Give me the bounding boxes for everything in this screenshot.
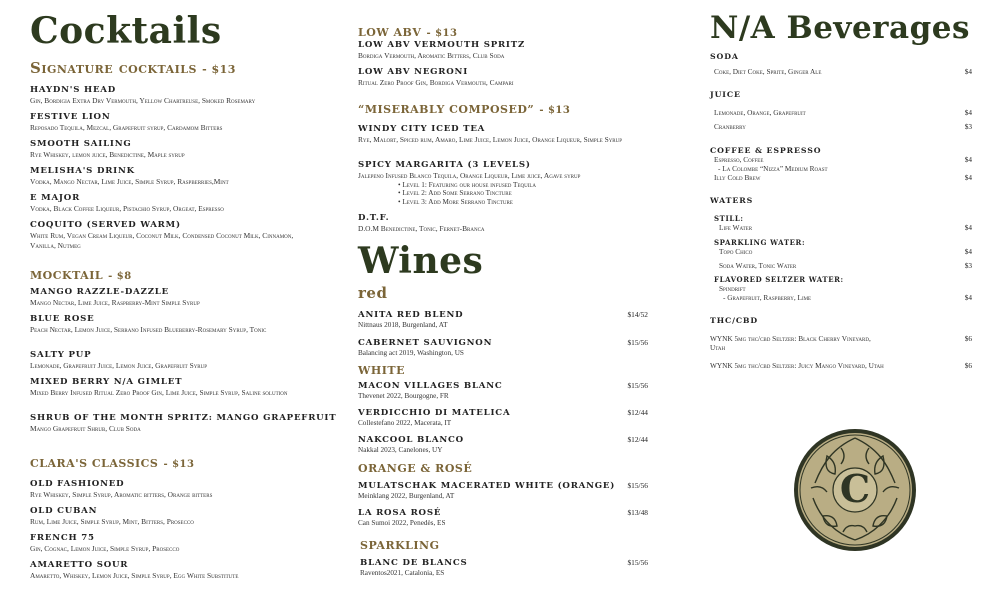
- item-name: AMARETTO SOUR: [30, 560, 129, 570]
- item-desc: Mango Grapefruit Shrub, Club Soda: [30, 424, 141, 433]
- item-desc: Balancing act 2019, Washington, US: [358, 349, 464, 357]
- item-name: ANITA RED BLEND: [358, 310, 464, 320]
- item-desc: Nittnaus 2018, Burgenland, AT: [358, 321, 448, 329]
- classics-heading-text: CLARA'S CLASSICS: [30, 457, 159, 470]
- item-price: $15/56: [627, 558, 648, 567]
- waters-heading: WATERS: [710, 196, 754, 205]
- item-price: $12/44: [627, 408, 648, 417]
- low-abv-heading-text: LOW ABV: [358, 26, 422, 39]
- item-name: OLD FASHIONED: [30, 479, 125, 489]
- na-label: Life Water: [719, 223, 753, 232]
- na-price: $4: [964, 223, 972, 232]
- menu-item: [30, 413, 337, 434]
- item-name: MACON VILLAGES BLANC: [358, 381, 503, 391]
- item-desc: Nakkal 2023, Canelones, UY: [358, 446, 443, 454]
- wine-item: [358, 408, 648, 427]
- item-desc: Raventos2021, Catalonia, ES: [360, 569, 445, 577]
- item-desc: Gin, Bordigia Extra Dry Vermouth, Yellow Chartreuse, Smoked Rosemary: [30, 96, 256, 105]
- item-desc: Rye, Malort, Spiced rum, Amaro, Lime Juice, Lemon Juice, Orange Liqueur, Simple Syrup: [358, 135, 623, 144]
- item-desc: Vodka, Mango Nectar, Lime Juice, Simple Syrup, Raspberries,Mint: [30, 177, 229, 186]
- menu-item: [30, 139, 320, 160]
- red-heading: red: [358, 284, 388, 302]
- wine-item: [358, 381, 648, 400]
- menu-item: [30, 350, 320, 371]
- na-price: $3: [964, 261, 972, 270]
- item-desc: D.O.M Benedictine, Tonic, Fernet-Branca: [358, 224, 485, 233]
- na-price: $4: [964, 293, 972, 302]
- item-name: E MAJOR: [30, 193, 81, 203]
- item-price: $15/56: [627, 481, 648, 490]
- wine-item: [360, 558, 648, 577]
- cocktails-title: Cocktails: [30, 10, 222, 52]
- na-row: [719, 223, 972, 232]
- na-row: [714, 122, 972, 131]
- brand-logo: [793, 428, 917, 552]
- item-name: CABERNET SAUVIGNON: [358, 338, 493, 348]
- miserably-price: - $13: [539, 105, 571, 116]
- mocktail-price: - $8: [108, 271, 132, 282]
- signature-price: - $13: [202, 63, 236, 76]
- item-name: NAKCOOL BLANCO: [358, 435, 464, 445]
- menu-item: [358, 160, 648, 206]
- item-name: BLANC DE BLANCS: [360, 558, 468, 568]
- low-abv-price: - $13: [426, 28, 458, 39]
- item-name: MULATSCHAK MACERATED WHITE (ORANGE): [358, 481, 616, 491]
- juice-heading: JUICE: [710, 90, 741, 99]
- na-label: Soda Water, Tonic Water: [719, 261, 797, 270]
- wines-title: Wines: [358, 240, 484, 282]
- menu-item: [358, 124, 648, 145]
- na-price: $4: [964, 67, 972, 76]
- sparkling-heading: SPARKLING: [360, 539, 440, 552]
- na-price: $6: [964, 334, 972, 343]
- flavored-label: FLAVORED SELTZER WATER:: [714, 275, 844, 284]
- item-name: MELISHA'S DRINK: [30, 166, 135, 176]
- item-desc: Jalepeno Infused Blanco Tequila, Orange Liqueur, Lime juice, Agave syrup: [358, 171, 581, 180]
- na-row: [718, 164, 972, 173]
- item-name: OLD CUBAN: [30, 506, 98, 516]
- item-name: VERDICCHIO DI MATELICA: [358, 408, 511, 418]
- flavored-label-row: [714, 275, 972, 284]
- menu-item: [30, 193, 320, 214]
- na-label: - Grapefruit, Raspberry, Lime: [723, 293, 812, 302]
- item-desc: Meinklang 2022, Burgenland, AT: [358, 492, 455, 500]
- item-desc: Rye Whiskey, lemon juice, Benedictine, Maple syrup: [30, 150, 185, 159]
- na-row: [710, 361, 972, 370]
- classics-heading: [30, 452, 194, 471]
- item-name: FRENCH 75: [30, 533, 95, 543]
- menu-item: [30, 533, 320, 554]
- level-line: • Level 3: Add More Serrano Tincture: [398, 197, 513, 206]
- menu-item: [30, 479, 320, 500]
- na-label: Illy Cold Brew: [714, 173, 761, 182]
- item-desc: Ritual Zero Proof Gin, Bordiga Vermouth, Campari: [358, 78, 514, 87]
- item-desc: Gin, Cognac, Lemon Juice, Simple Syrup, Prosecco: [30, 544, 180, 553]
- item-desc: Can Sumoi 2022, Penedès, ES: [358, 519, 446, 527]
- wine-item: [358, 481, 648, 500]
- item-desc: Peach Nectar, Lemon Juice, Serrano Infused Blueberry-Rosemary Syrup, Tonic: [30, 325, 267, 334]
- na-label: - La Colombe “Nizza” Medium Roast: [718, 164, 828, 173]
- menu-item: [30, 560, 320, 581]
- na-label: Coke, Diet Coke, Sprite, Ginger Ale: [714, 67, 822, 76]
- miserably-heading-text: “MISERABLY COMPOSED”: [358, 103, 535, 116]
- item-name: FESTIVE LION: [30, 112, 111, 122]
- wine-item: [358, 338, 648, 357]
- item-desc: Collestefano 2022, Macerata, IT: [358, 419, 452, 427]
- item-name: BLUE ROSE: [30, 314, 95, 324]
- item-desc: Rye Whiskey, Simple Syrup, Aromatic bitters, Orange bitters: [30, 490, 213, 499]
- na-row: [714, 173, 972, 182]
- na-price: $4: [964, 247, 972, 256]
- item-desc: Vodka, Black Coffee Liqueur, Pistachio Syrup, Orgeat, Espresso: [30, 204, 224, 213]
- menu-item: [30, 314, 320, 335]
- menu-item: [30, 166, 320, 187]
- orange-heading: ORANGE & ROSÉ: [358, 462, 473, 475]
- signature-heading-text: Signature cocktails: [30, 59, 197, 77]
- item-name: LOW ABV NEGRONI: [358, 67, 469, 77]
- level-line: • Level 2: Add Some Serrano Tincture: [398, 189, 512, 198]
- item-name: SPICY MARGARITA (3 LEVELS): [358, 160, 531, 170]
- menu-item: [30, 112, 320, 133]
- menu-item: [30, 85, 320, 106]
- wine-item: [358, 508, 648, 527]
- item-desc: Reposado Tequila, Mezcal, Grapefruit syrup, Cardamom Bitters: [30, 123, 223, 132]
- wine-item: [358, 310, 648, 329]
- item-name: SALTY PUP: [30, 350, 92, 360]
- sparkling-label: SPARKLING WATER:: [714, 238, 806, 247]
- item-desc: Lemonade, Grapefruit Juice, Lemon Juice, Grapefruit Syrup: [30, 361, 208, 370]
- menu-item: [30, 220, 320, 250]
- na-row: [719, 247, 972, 256]
- thc-heading: THC/CBD: [710, 316, 759, 325]
- item-price: $14/52: [627, 310, 648, 319]
- na-row: [719, 261, 972, 270]
- menu-item: [358, 213, 648, 234]
- na-title: N/A Beverages: [710, 10, 970, 46]
- still-label: STILL:: [714, 214, 744, 223]
- item-desc: Mango Nectar, Lime Juice, Raspberry-Mint Simple Syrup: [30, 298, 200, 307]
- na-row: [723, 293, 972, 302]
- item-price: $15/56: [627, 381, 648, 390]
- na-label: WYNK 5mg thc/cbd Seltzer: Juicy Mango Vineyard, Utah: [710, 361, 884, 370]
- item-name: COQUITO (SERVED WARM): [30, 220, 181, 230]
- classics-price: - $13: [163, 459, 195, 470]
- na-price: $3: [964, 122, 972, 131]
- na-price: $6: [964, 361, 972, 370]
- item-price: $13/48: [627, 508, 648, 517]
- item-name: LA ROSA ROSÉ: [358, 508, 442, 518]
- item-name: D.T.F.: [358, 213, 390, 223]
- item-name: MANGO RAZZLE-DAZZLE: [30, 287, 169, 297]
- item-price: $12/44: [627, 435, 648, 444]
- low-abv-heading: [358, 21, 457, 40]
- white-heading: WHITE: [358, 364, 405, 377]
- menu-item: [30, 506, 320, 527]
- item-desc: Rum, Lime Juice, Simple Syrup, Mint, Bitters, Prosecco: [30, 517, 194, 526]
- na-row: [710, 334, 972, 352]
- na-label: Espresso, Coffee: [714, 155, 764, 164]
- wine-item: [358, 435, 648, 454]
- item-price: $15/56: [627, 338, 648, 347]
- mocktail-heading: [30, 264, 132, 283]
- item-name: WINDY CITY ICED TEA: [358, 124, 486, 134]
- na-price: $4: [964, 173, 972, 182]
- item-desc: Amaretto, Whiskey, Lemon Juice, Simple Syrup, Egg White Substitute: [30, 571, 239, 580]
- item-name: LOW ABV VERMOUTH SPRITZ: [358, 40, 526, 50]
- menu-item: [30, 287, 320, 308]
- menu-item: [358, 67, 648, 88]
- coffee-heading: COFFEE & ESPRESSO: [710, 146, 822, 155]
- item-name: SHRUB OF THE MONTH SPRITZ: MANGO GRAPEFRUIT: [30, 413, 337, 423]
- na-row: [719, 284, 972, 293]
- menu-item: [358, 40, 648, 61]
- menu-item: [30, 377, 320, 398]
- na-row: [714, 67, 972, 76]
- signature-heading: [30, 58, 236, 77]
- level-line: • Level 1: Featuring our house infused Tequila: [398, 180, 537, 189]
- na-label: Spindrift: [719, 284, 746, 293]
- miserably-heading: [358, 98, 570, 117]
- still-label-row: [714, 214, 972, 223]
- na-label: Cranberry: [714, 122, 746, 131]
- item-desc: Thevenet 2022, Bourgogne, FR: [358, 392, 449, 400]
- item-name: HAYDN'S HEAD: [30, 85, 117, 95]
- na-row: [714, 108, 972, 117]
- item-desc: Bordiga Vermouth, Aromatic Bitters, Club Soda: [358, 51, 505, 60]
- item-name: MIXED BERRY N/A GIMLET: [30, 377, 183, 387]
- mocktail-heading-text: MOCKTAIL: [30, 269, 104, 282]
- na-label: WYNK 5mg thc/cbd Seltzer: Black Cherry Vineyard, Utah: [710, 334, 871, 352]
- na-price: $4: [964, 155, 972, 164]
- na-row: [714, 155, 972, 164]
- soda-heading: SODA: [710, 52, 739, 61]
- item-desc: White Rum, Vegan Cream Liqueur, Coconut Milk, Condensed Coconut Milk, Cinnamon, Vanilla, Nutmeg: [30, 231, 294, 250]
- na-price: $4: [964, 108, 972, 117]
- na-label: Topo Chico: [719, 247, 753, 256]
- item-desc: Mixed Berry Infused Ritual Zero Proof Gin, Lime Juice, Simple Syrup, Saline solution: [30, 388, 288, 397]
- sparkling-label-row: [714, 238, 972, 247]
- logo-letter: C: [839, 466, 871, 511]
- na-label: Lemonade, Orange, Grapefruit: [714, 108, 806, 117]
- item-name: SMOOTH SAILING: [30, 139, 132, 149]
